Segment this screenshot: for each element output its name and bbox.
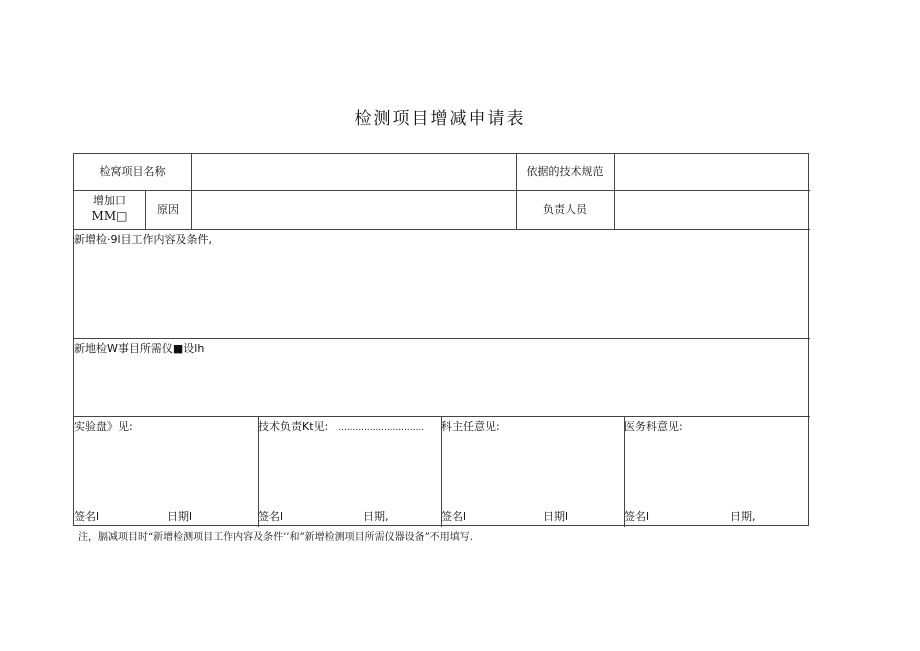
dept-director-sign-label: 签名l — [441, 510, 467, 523]
responsible-person-label: 负责人员 — [543, 203, 587, 216]
form-title: 检测项目增减申请表 — [354, 109, 526, 129]
lab-sign-label: 签名l — [74, 510, 100, 523]
tech-lead-date-label: 日期, — [363, 510, 389, 523]
tech-lead-opinion-text: 技术负责Kt见: — [258, 420, 329, 433]
tech-lead-dotted-line: .............................. — [338, 423, 425, 433]
row-divider — [74, 229, 810, 230]
col-divider — [191, 154, 192, 229]
reason-label: 原因 — [157, 203, 179, 216]
dept-director-date-label: 日期l — [543, 510, 569, 523]
basis-label: 依据的技术规范 — [526, 165, 604, 178]
lab-date-label: 日期l — [167, 510, 193, 523]
row-divider — [74, 416, 810, 417]
application-form-table — [73, 153, 809, 526]
tech-lead-opinion-label — [258, 420, 424, 435]
row-divider — [74, 190, 810, 191]
new-item-equipment-label: 新地检W事目所需仪■设lh — [74, 342, 205, 355]
dept-director-opinion-label: 科主任意见: — [441, 420, 500, 433]
col-divider — [614, 154, 615, 229]
footnote: 注，膈减项目时“新增检测项目工作内容及条件’’和”新增检测项目所需仪器设备”不用填写. — [78, 532, 473, 543]
change-type-label: 增加口 — [93, 194, 126, 207]
new-item-conditions-label: 新增检·9l目工作内容及条件, — [74, 233, 213, 246]
item-name-label: 检窝项目名称 — [99, 165, 166, 178]
medical-affairs-opinion-label: 医务科意见: — [624, 420, 683, 433]
tech-lead-sign-label: 签名l — [258, 510, 284, 523]
medical-affairs-sign-label: 签名l — [624, 510, 650, 523]
medical-affairs-date-label: 日期, — [730, 510, 756, 523]
lab-opinion-label: 实验盘》见: — [74, 420, 133, 433]
row-divider — [74, 338, 810, 339]
change-type-checkbox-label: MM□ — [91, 209, 128, 223]
